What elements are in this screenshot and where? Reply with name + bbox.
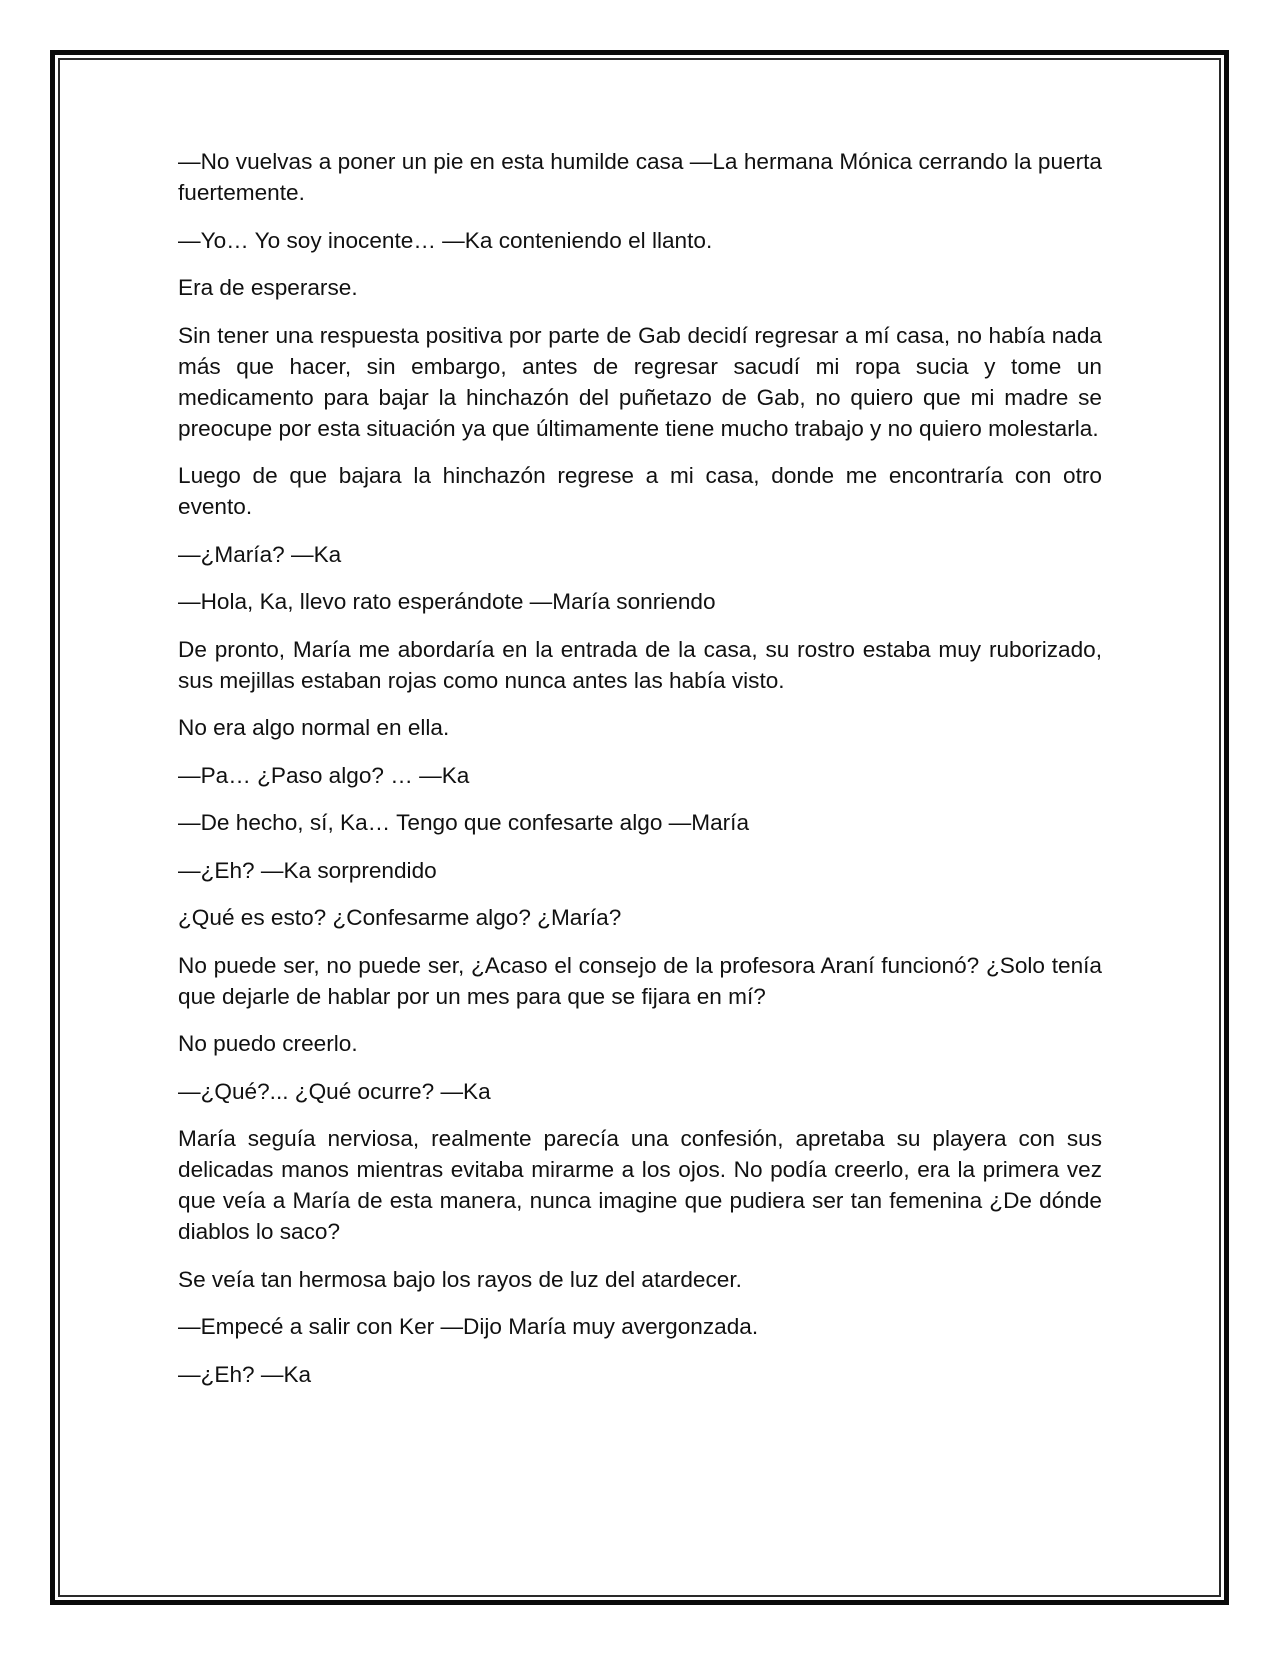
- paragraph: —¿Qué?... ¿Qué ocurre? —Ka: [178, 1078, 491, 1104]
- paragraph: Era de esperarse.: [178, 275, 358, 300]
- paragraph: Se veía tan hermosa bajo los rayos de luz del atardecer.: [178, 1266, 742, 1292]
- paragraph: —De hecho, sí, Ka… Tengo que confesarte algo —María: [178, 810, 750, 835]
- paragraph: Sin tener una respuesta positiva por parte de Gab decidí regresar a mí casa, no había nada más que hacer, sin embargo, antes de regresar sacudí mi ropa sucia y tome un medicamento para bajar la hinchazón del puñetazo de Gab, no quiero que mi madre se preocupe por esta situación ya que últimamente tiene mucho trabajo y no quiero molestarla.: [178, 322, 1102, 441]
- paragraph: —¿Eh? —Ka sorprendido: [178, 857, 437, 883]
- paragraph: —Yo… Yo soy inocente… —Ka conteniendo el llanto.: [178, 227, 713, 253]
- paragraph: —Hola, Ka, llevo rato esperándote —María sonriendo: [178, 589, 716, 614]
- paragraph: —Pa… ¿Paso algo? … —Ka: [178, 762, 470, 788]
- page-body: [178, 146, 1102, 1406]
- paragraph: No puede ser, no puede ser, ¿Acaso el consejo de la profesora Araní funcionó? ¿Solo tenía que dejarle de hablar por un mes para que se fijara en mí?: [178, 952, 1102, 1009]
- paragraph: María seguía nerviosa, realmente parecía una confesión, apretaba su playera con sus delicadas manos mientras evitaba mirarme a los ojos. No podía creerlo, era la primera vez que veía a María de esta manera, nunca imagine que pudiera ser tan femenina ¿De dónde diablos lo saco?: [178, 1126, 1102, 1244]
- paragraph: —¿María? —Ka: [178, 541, 342, 567]
- paragraph: Luego de que bajara la hinchazón regrese a mi casa, donde me encontraría con otro evento.: [178, 463, 1102, 519]
- paragraph: —No vuelvas a poner un pie en esta humilde casa —La hermana Mónica cerrando la puerta fuertemente.: [178, 149, 1102, 205]
- paragraph: No puedo creerlo.: [178, 1031, 358, 1056]
- paragraph: ¿Qué es esto? ¿Confesarme algo? ¿María?: [178, 905, 622, 930]
- paragraph: —Empecé a salir con Ker —Dijo María muy avergonzada.: [178, 1314, 759, 1339]
- paragraph: —¿Eh? —Ka: [178, 1361, 312, 1387]
- paragraph: De pronto, María me abordaría en la entrada de la casa, su rostro estaba muy ruborizado, sus mejillas estaban rojas como nunca antes las había visto.: [178, 636, 1102, 693]
- paragraph: No era algo normal en ella.: [178, 715, 450, 740]
